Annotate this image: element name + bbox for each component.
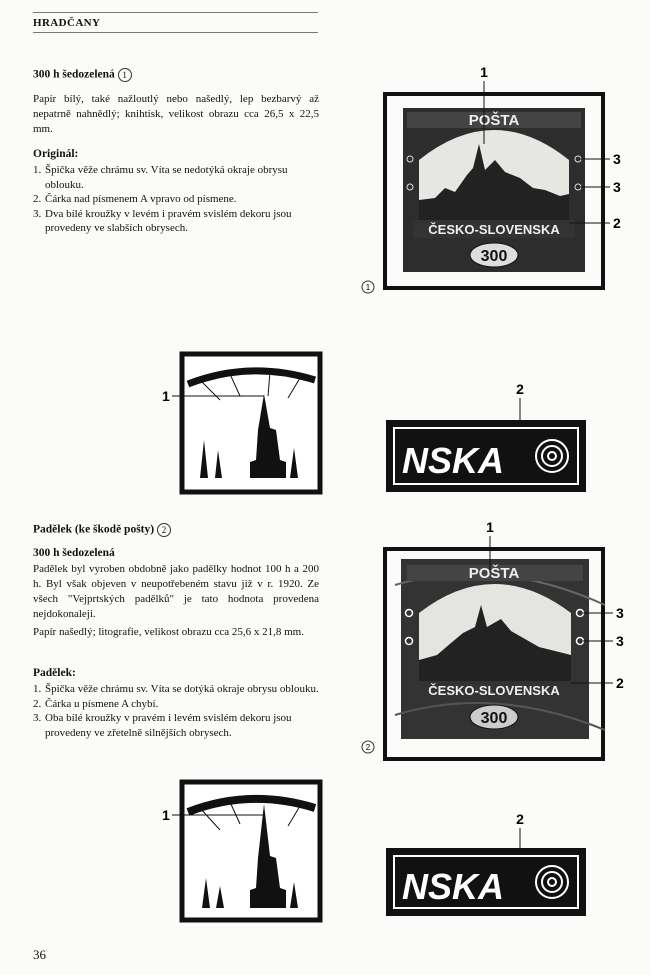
stamp-bottom-text: ČESKO-SLOVENSKA (428, 683, 560, 698)
callout-1: 1 (480, 64, 488, 80)
callout-3: 3 (613, 151, 621, 167)
nska-detail-original (380, 380, 590, 500)
stamp-forgery-figure (355, 515, 650, 765)
section2-subtitle: 300 h šedozelená (33, 547, 115, 559)
list-number: 1. (33, 164, 42, 176)
section2-paragraph: Padělek byl vyroben obdobně jako padělky hodnot 100 h a 200 h. Byl však objeven v neupotřebeném stavu již v r. 1920. Ze všech "Vejprtských padělků" je tato hodnota provedena nejdokonaleji. (33, 563, 319, 620)
section2-title (33, 523, 171, 537)
nska-detail-svg (380, 380, 590, 500)
callout-3: 3 (616, 605, 624, 621)
stamp-forgery-svg (355, 515, 650, 765)
tower-detail-svg (160, 350, 330, 500)
list-text: Oba bílé kroužky v pravém i levém svislém dekoru jsou provedeny ve zřetelně silnějších obrysech. (45, 712, 292, 739)
nska-detail-svg (380, 810, 590, 930)
callout-2: 2 (516, 381, 524, 397)
list-text: Čárka u písmene A chybí. (45, 697, 159, 710)
stamp-value: 300 (480, 248, 508, 265)
section1-title-text: 300 h šedozelená (33, 68, 115, 81)
stamp-value: 300 (480, 710, 508, 727)
stamp-original-svg (355, 60, 650, 300)
callout-2: 2 (516, 811, 524, 827)
section2-paragraph2: Papír našedlý; litografie, velikost obrazu cca 25,6 x 21,8 mm. (33, 626, 304, 638)
stamp-top-text: POŠTA (468, 112, 520, 129)
section1-badge: 1 (118, 68, 132, 82)
callout-3: 3 (616, 633, 624, 649)
running-header: HRADČANY (33, 12, 318, 33)
section2-list (33, 682, 323, 740)
list-number: 2. (33, 697, 42, 710)
list-item (33, 711, 323, 740)
section1-subheading: Originál: (33, 148, 79, 160)
list-text: Dva bílé kroužky v levém i pravém svislém dekoru jsou provedeny ve slabších obrysech. (45, 207, 292, 234)
callout-3: 3 (613, 179, 621, 195)
detail-text: NSKA (402, 440, 505, 481)
list-number: 3. (33, 712, 42, 724)
list-text: Špička věže chrámu sv. Víta se nedotýká okraje obrysu oblouku. (45, 164, 288, 191)
callout-2: 2 (613, 215, 621, 231)
detail-text: NSKA (402, 866, 505, 907)
list-text: Čárka nad písmenem A vpravo od písmene. (45, 193, 237, 205)
section2-subheading: Padělek: (33, 667, 76, 679)
tower-detail-forgery (160, 778, 330, 928)
list-number: 1. (33, 683, 42, 695)
callout-1: 1 (162, 807, 170, 823)
figure-marker-number: 2 (365, 743, 371, 752)
stamp-bottom-text: ČESKO-SLOVENSKA (428, 222, 560, 237)
callout-2: 2 (616, 675, 624, 691)
figure-marker-number: 1 (365, 283, 371, 292)
list-number: 3. (33, 207, 42, 220)
list-item (33, 192, 323, 207)
list-item (33, 163, 323, 192)
section2-badge: 2 (157, 523, 171, 537)
section1-list (33, 163, 323, 236)
list-item (33, 697, 323, 712)
callout-1: 1 (486, 519, 494, 535)
tower-detail-svg (160, 778, 330, 928)
section1-paragraph: Papír bílý, také nažloutlý nebo našedlý, lep bezbarvý až nepatrně nahnědlý; knihtisk, velikost obrazu cca 26,5 x 22,5 mm. (33, 93, 319, 135)
list-item (33, 682, 323, 697)
stamp-original-figure (355, 60, 650, 300)
tower-detail-original (160, 350, 330, 500)
section1-title (33, 68, 132, 82)
section2-title-text: Padělek (ke škodě pošty) (33, 523, 155, 536)
nska-detail-forgery (380, 810, 590, 930)
list-number: 2. (33, 193, 42, 205)
list-item (33, 207, 323, 236)
stamp-top-text: POŠTA (468, 565, 520, 582)
page-number: 36 (33, 947, 46, 962)
callout-1: 1 (162, 388, 170, 404)
list-text: Špička věže chrámu sv. Víta se dotýká okraje obrysu oblouku. (45, 683, 319, 695)
